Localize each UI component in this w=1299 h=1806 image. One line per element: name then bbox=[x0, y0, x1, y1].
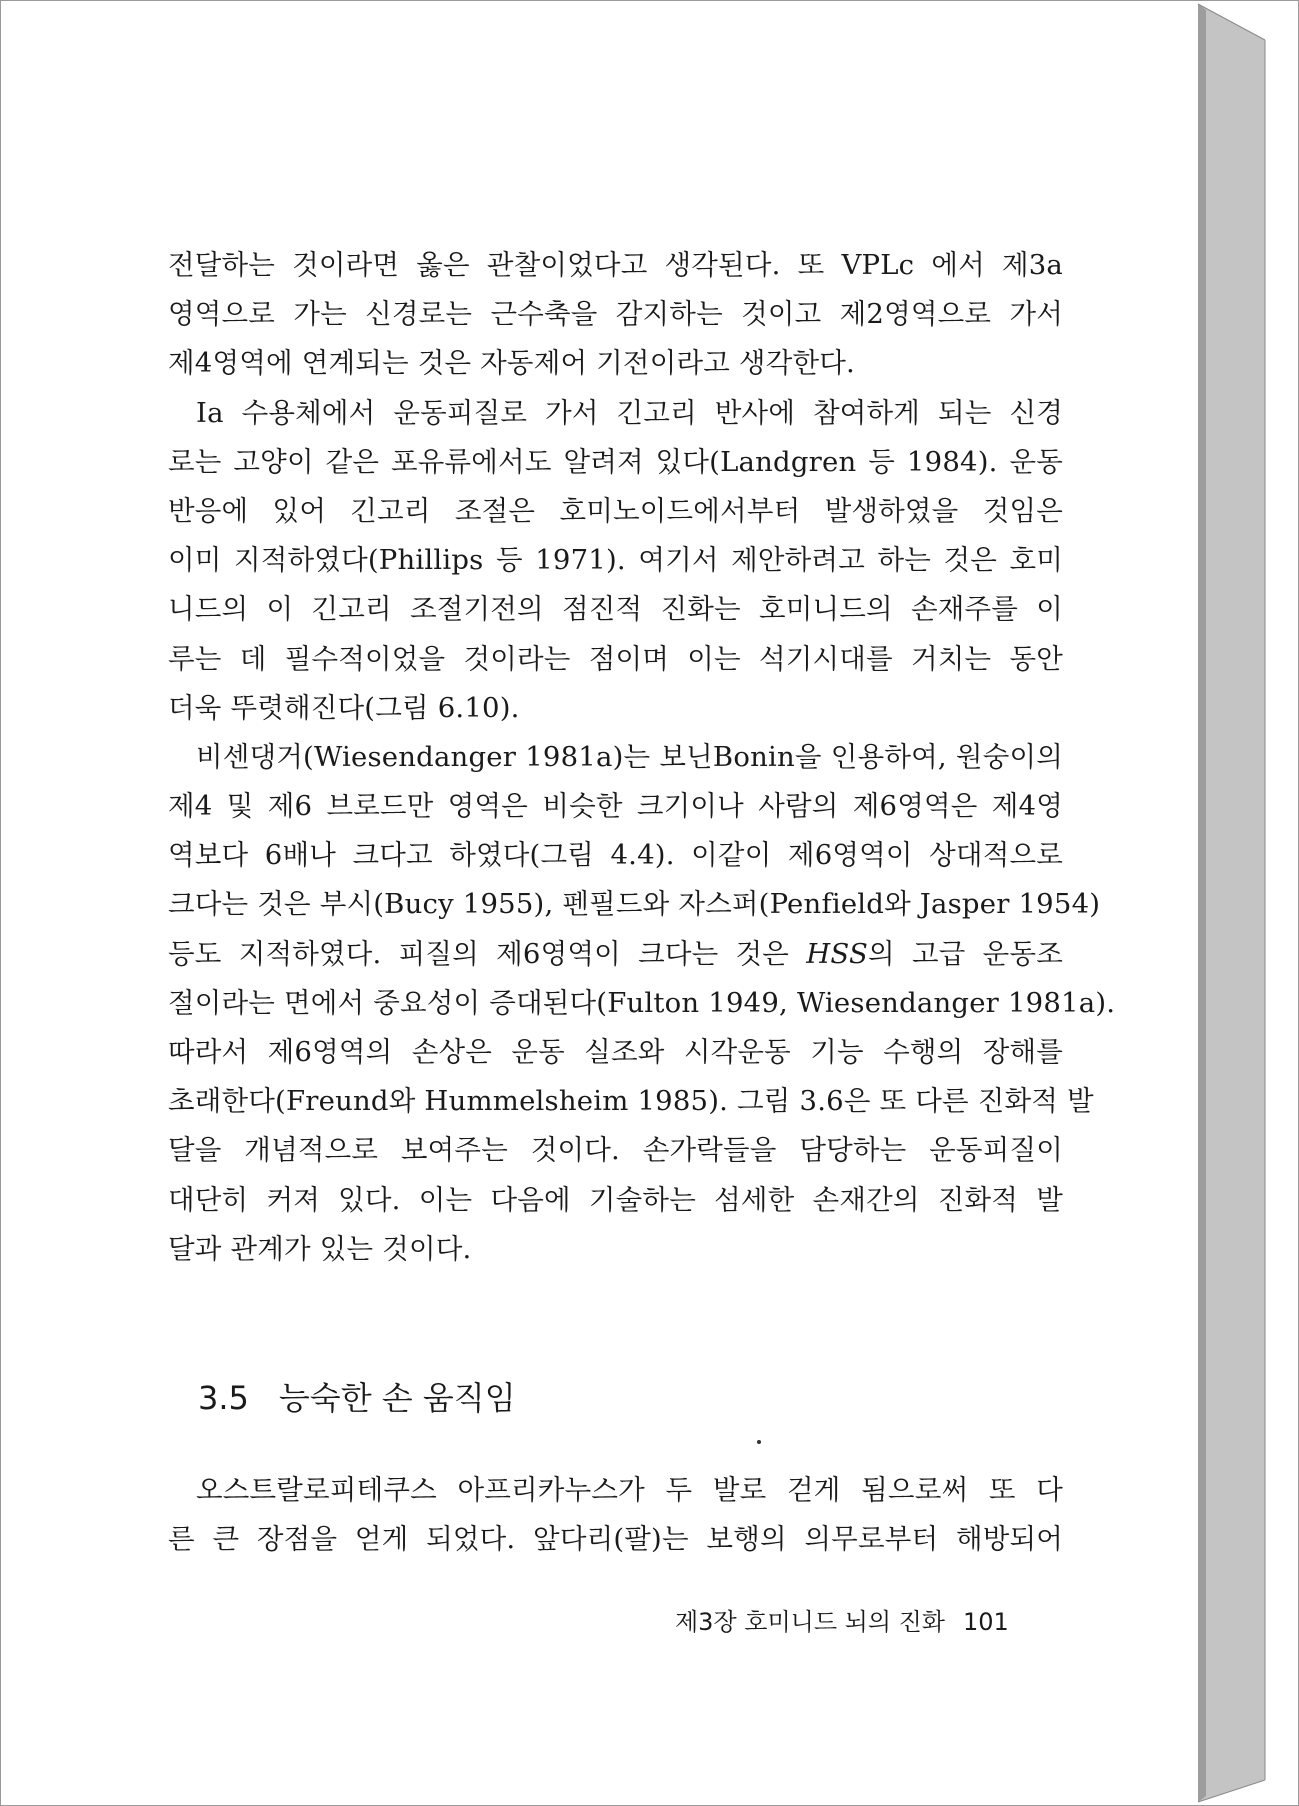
text-line: 비센댕거(Wiesendanger 1981a)는 보닌Bonin을 인용하여, 원숭이의 bbox=[196, 740, 1063, 773]
text-line: 이미 지적하였다(Phillips 등 1971). 여기서 제안하려고 하는 것은 호미 bbox=[168, 544, 1063, 577]
text-line: 반응에 있어 긴고리 조절은 호미노이드에서부터 발생하였을 것임은 bbox=[168, 494, 1063, 527]
section-body-text bbox=[168, 1466, 1063, 1564]
section-number: 3.5 bbox=[198, 1379, 249, 1417]
text-line: 제4영역에 연계되는 것은 자동제어 기전이라고 생각한다. bbox=[168, 347, 855, 380]
text-line: 크다는 것은 부시(Bucy 1955), 펜필드와 자스퍼(Penfield와 Jasper 1954) bbox=[168, 888, 1101, 921]
text-line: 달과 관계가 있는 것이다. bbox=[168, 1232, 472, 1265]
text-segment: 의 고급 운동조 bbox=[868, 937, 1063, 970]
text-line: 제4 및 제6 브로드만 영역은 비슷한 크기이나 사람의 제6영역은 제4영 bbox=[168, 790, 1063, 823]
text-line: 영역으로 가는 신경로는 근수축을 감지하는 것이고 제2영역으로 가서 bbox=[168, 298, 1063, 331]
text-segment: 등도 지적하였다. 피질의 제6영역이 크다는 것은 bbox=[168, 937, 807, 970]
text-line: 전달하는 것이라면 옳은 관찰이었다고 생각된다. 또 VPLc 에서 제3a bbox=[168, 249, 1063, 281]
page-number: 101 bbox=[963, 1608, 1009, 1636]
italic-term-hss: HSS bbox=[806, 937, 869, 970]
text-line: 른 큰 장점을 얻게 되었다. 앞다리(팔)는 보행의 의무로부터 해방되어 bbox=[168, 1523, 1063, 1556]
text-line: 초래한다(Freund와 Hummelsheim 1985). 그림 3.6은 또 다른 진화적 발 bbox=[168, 1085, 1094, 1118]
text-line-with-term bbox=[168, 930, 1063, 979]
stray-dot bbox=[757, 1440, 761, 1444]
body-text bbox=[168, 241, 1116, 1274]
text-line: 달을 개념적으로 보여주는 것이다. 손가락들을 담당하는 운동피질이 bbox=[168, 1134, 1063, 1167]
text-line: 니드의 이 긴고리 조절기전의 점진적 진화는 호미니드의 손재주를 이 bbox=[168, 593, 1063, 626]
text-line: 로는 고양이 같은 포유류에서도 알려져 있다(Landgren 등 1984). 운동 bbox=[168, 445, 1063, 478]
section-title: 능숙한 손 움직임 bbox=[278, 1379, 516, 1417]
chapter-title: 제3장 호미니드 뇌의 진화 bbox=[675, 1608, 945, 1636]
text-line: 오스트랄로피테쿠스 아프리카누스가 두 발로 걷게 됨으로써 또 다 bbox=[196, 1474, 1063, 1506]
text-line: Ia 수용체에서 운동피질로 가서 긴고리 반사에 참여하게 되는 신경 bbox=[196, 396, 1063, 429]
text-line: 더욱 뚜렷해진다(그림 6.10). bbox=[168, 691, 520, 724]
text-line: 대단히 커져 있다. 이는 다음에 기술하는 섬세한 손재간의 진화적 발 bbox=[168, 1183, 1063, 1216]
text-line: 절이라는 면에서 중요성이 증대된다(Fulton 1949, Wiesendanger 1981a). bbox=[168, 986, 1116, 1019]
text-line: 역보다 6배나 크다고 하였다(그림 4.4). 이같이 제6영역이 상대적으로 bbox=[168, 839, 1063, 872]
section-heading bbox=[198, 1373, 516, 1419]
text-line: 따라서 제6영역의 손상은 운동 실조와 시각운동 기능 수행의 장해를 bbox=[168, 1036, 1063, 1068]
text-line: 루는 데 필수적이었을 것이라는 점이며 이는 석기시대를 거치는 동안 bbox=[168, 642, 1063, 675]
running-footer bbox=[675, 1602, 1009, 1637]
